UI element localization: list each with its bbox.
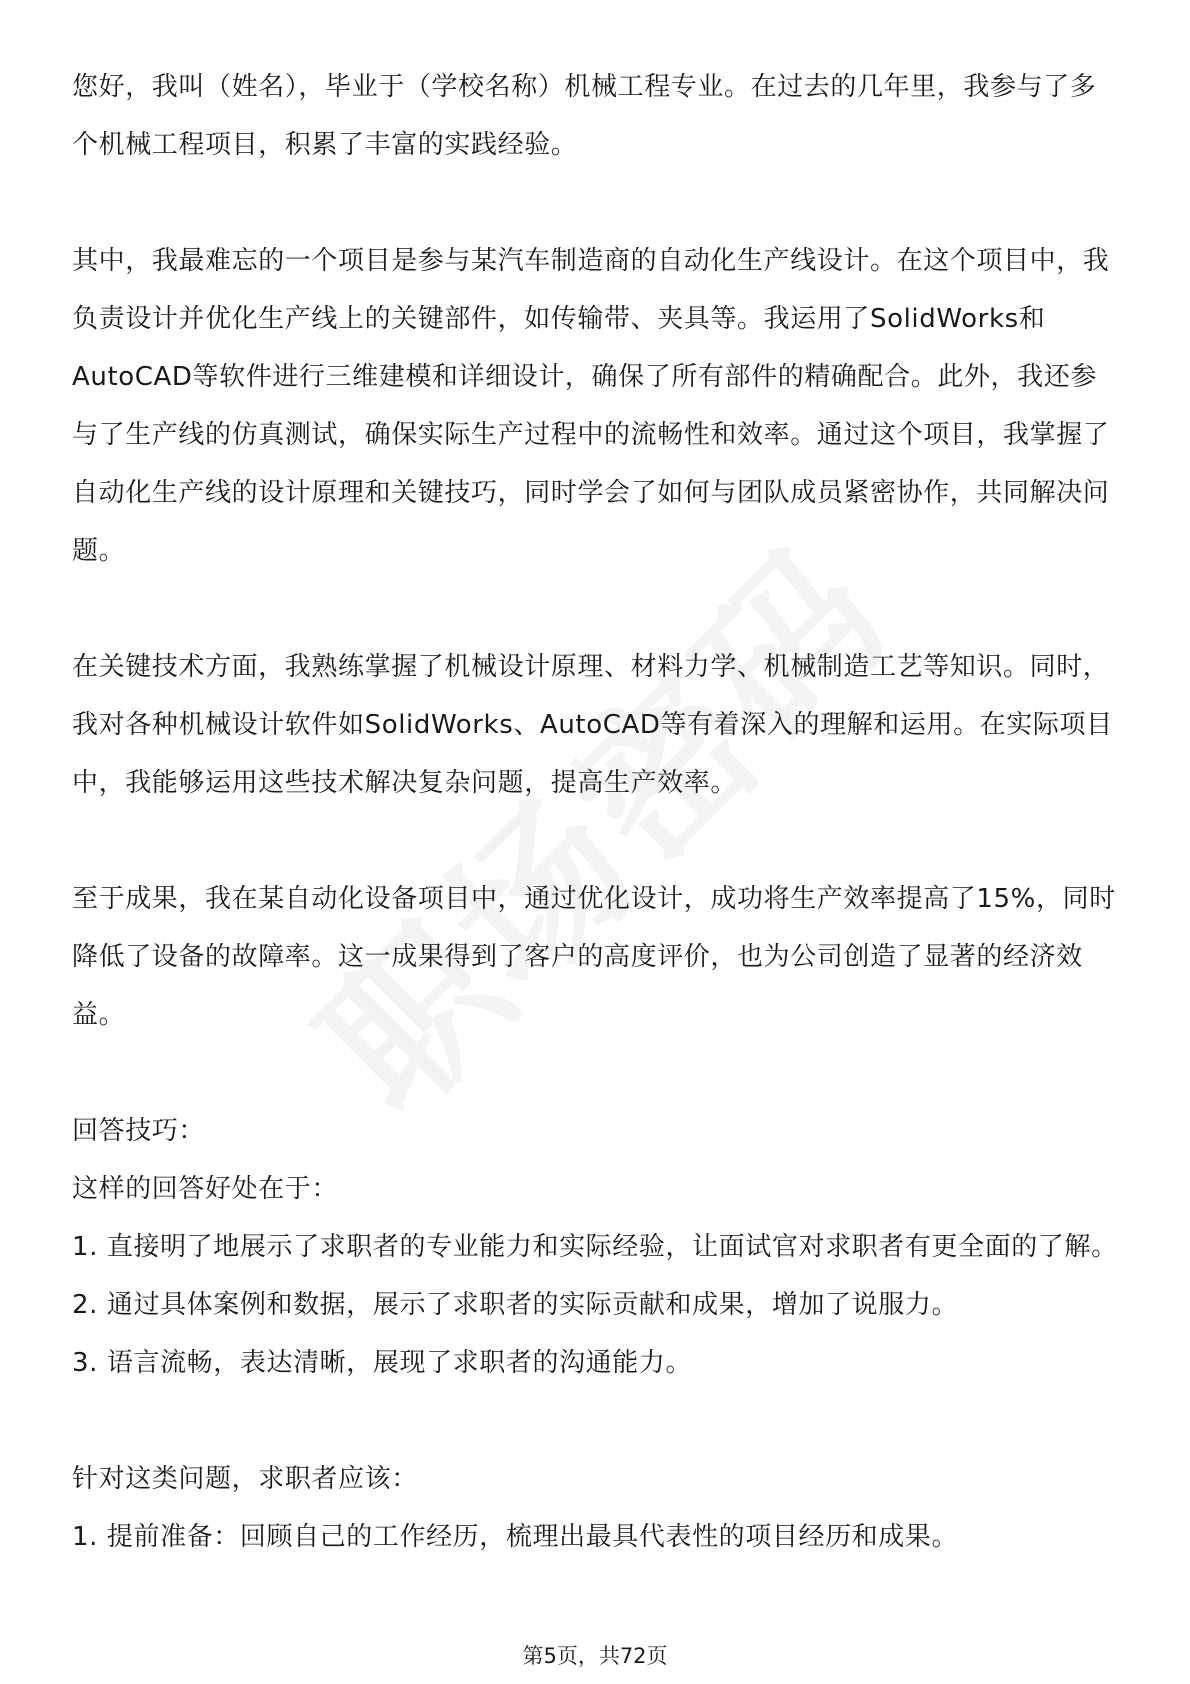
tips-item: 1. 直接明了地展示了求职者的专业能力和实际经验，让面试官对求职者有更全面的了解。 (72, 1232, 1118, 1262)
paragraph-results: 至于成果，我在某自动化设备项目中，通过优化设计，成功将生产效率提高了15%，同时降低了设备的故障率。这一成果得到了客户的高度评价，也为公司创造了显著的经济效益。 (72, 884, 1116, 1030)
tips-heading: 回答技巧： (72, 1116, 206, 1146)
paragraph-skills: 在关键技术方面，我熟练掌握了机械设计原理、材料力学、机械制造工艺等知识。同时，我对各种机械设计软件如SolidWorks、AutoCAD等有着深入的理解和运用。在实际项目中，我能够运用这些技术解决复杂问题，提高生产效率。 (72, 652, 1113, 798)
tips-section (72, 1102, 1122, 1392)
tips-subheading: 这样的回答好处在于： (72, 1174, 339, 1204)
page-number-footer: 第5页，共72页 (522, 1644, 668, 1668)
tips-item: 2. 通过具体案例和数据，展示了求职者的实际贡献和成果，增加了说服力。 (72, 1290, 959, 1320)
tips-item: 3. 语言流畅，表达清晰，展现了求职者的沟通能力。 (72, 1348, 693, 1378)
document-body (72, 58, 1122, 1566)
advice-section (72, 1450, 1122, 1566)
advice-item: 1. 提前准备：回顾自己的工作经历，梳理出最具代表性的项目经历和成果。 (72, 1522, 959, 1552)
paragraph-intro: 您好，我叫（姓名），毕业于（学校名称）机械工程专业。在过去的几年里，我参与了多个机械工程项目，积累了丰富的实践经验。 (72, 72, 1097, 160)
paragraph-project: 其中，我最难忘的一个项目是参与某汽车制造商的自动化生产线设计。在这个项目中，我负责设计并优化生产线上的关键部件，如传输带、夹具等。我运用了SolidWorks和AutoCAD等软件进行三维建模和详细设计，确保了所有部件的精确配合。此外，我还参与了生产线的仿真测试，确保实际生产过程中的流畅性和效率。通过这个项目，我掌握了自动化生产线的设计原理和关键技巧，同时学会了如何与团队成员紧密协作，共同解决问题。 (72, 246, 1110, 566)
advice-heading: 针对这类问题，求职者应该： (72, 1464, 418, 1494)
